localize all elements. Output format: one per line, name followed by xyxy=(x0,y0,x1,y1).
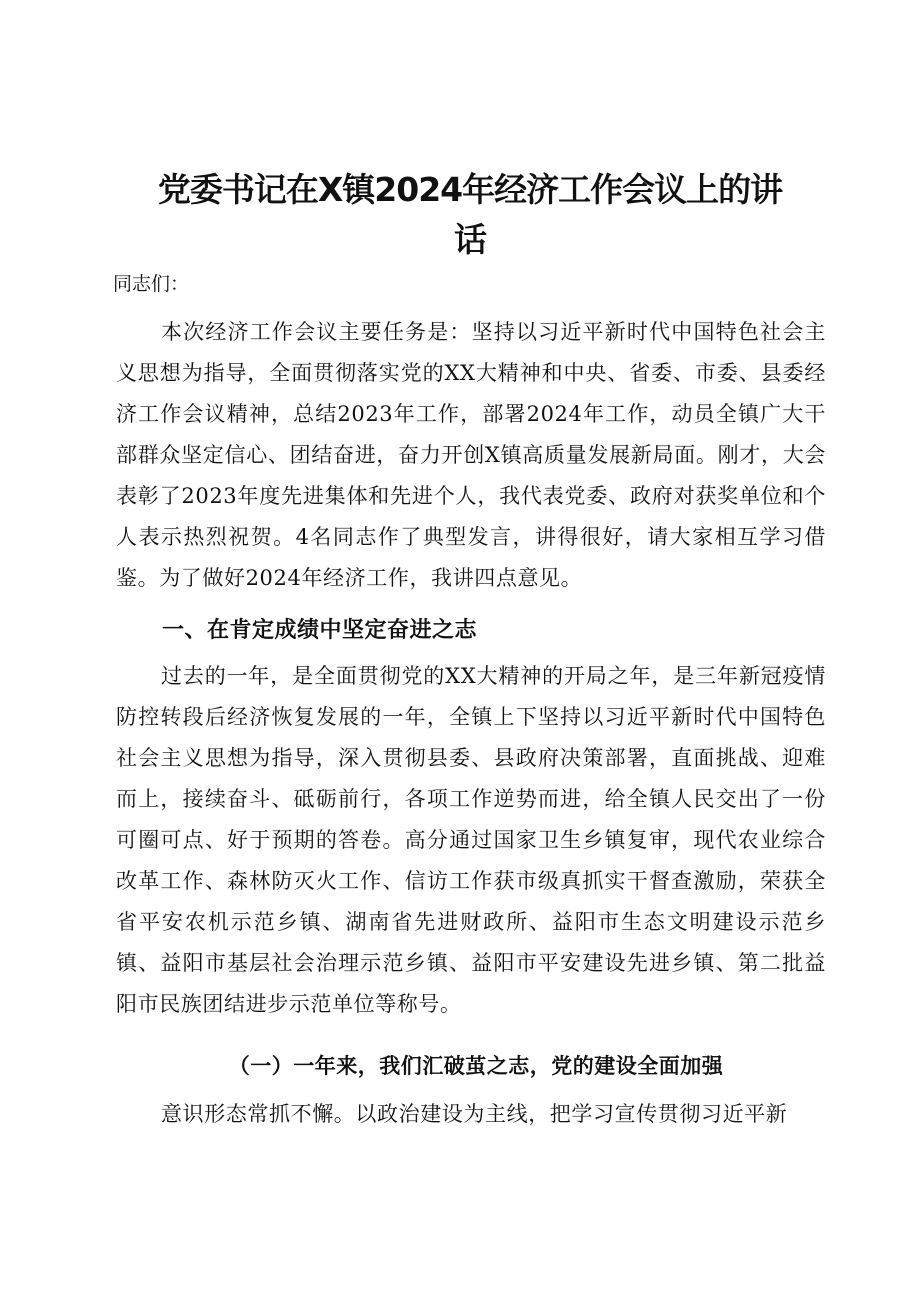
paragraph-achievements: 过去的一年，是全面贯彻党的XX大精神的开局之年，是三年新冠疫情防控转段后经济恢复发展的一年，全镇上下坚持以习近平新时代中国特色社会主义思想为指导，深入贯彻县委、县政府决策部署，直面挑战、迎难而上，接续奋斗、砥砺前行，各项工作逆势而进，给全镇人民交出了一份可圈可点、好于预期的答卷。高分通过国家卫生乡镇复审，现代农业综合改革工作、森林防灭火工作、信访工作获市级真抓实干督查激励，荣获全省平安农机示范乡镇、湖南省先进财政所、益阳市生态文明建设示范乡镇、益阳市基层社会治理示范乡镇、益阳市平安建设先进乡镇、第二批益阳市民族团结进步示范单位等称号。 xyxy=(116,664,826,1016)
subsection-heading-1: （一）一年来，我们汇破茧之志，党的建设全面加强 xyxy=(228,1053,724,1078)
document-title-line-1: 党委书记在X镇2024年经济工作会议上的讲 xyxy=(157,170,783,209)
greeting: 同志们： xyxy=(113,273,190,295)
section-heading-1: 一、在肯定成绩中坚定奋进之志 xyxy=(162,618,478,643)
paragraph-ideology: 意识形态常抓不懈。以政治建设为主线，把学习宣传贯彻习近平新 xyxy=(161,1102,788,1126)
paragraph-intro: 本次经济工作会议主要任务是：坚持以习近平新时代中国特色社会主义思想为指导，全面贯彻落实党的XX大精神和中央、省委、市委、县委经济工作会议精神，总结2023年工作，部署2024年工作，动员全镇广大干部群众坚定信心、团结奋进，奋力开创X镇高质量发展新局面。刚才，大会表彰了2023年度先进集体和先进个人，我代表党委、政府对获奖单位和个人表示热烈祝贺。4名同志作了典型发言，讲得很好，请大家相互学习借鉴。为了做好2024年经济工作，我讲四点意见。 xyxy=(116,320,826,590)
document-title-line-2: 话 xyxy=(454,220,486,259)
